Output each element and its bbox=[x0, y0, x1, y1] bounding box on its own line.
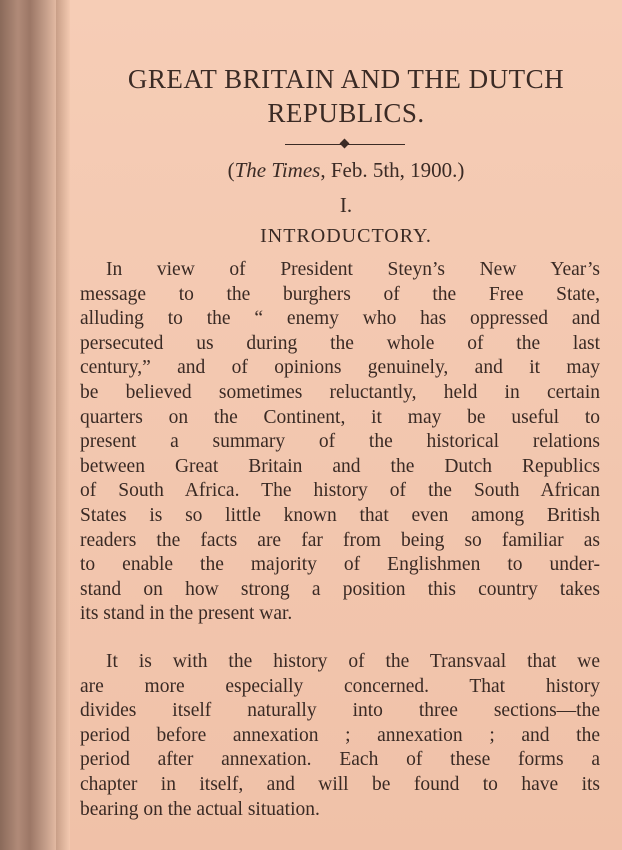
rule-diamond-ornament bbox=[340, 139, 350, 149]
book-spine bbox=[0, 0, 56, 850]
source-citation bbox=[70, 158, 622, 183]
text-line: readers the facts are far from being so familiar as bbox=[80, 529, 600, 551]
article-title bbox=[70, 62, 622, 130]
paragraph-1 bbox=[80, 258, 600, 627]
source-open-paren: ( bbox=[227, 158, 235, 182]
title-line-2: REPUBLICS. bbox=[267, 98, 425, 128]
text-line: message to the burghers of the Free State, bbox=[80, 283, 600, 305]
text-line: its stand in the present war. bbox=[80, 603, 293, 625]
title-line-1: GREAT BRITAIN AND THE DUTCH bbox=[127, 64, 565, 94]
text-line: It is with the history of the Transvaal that we bbox=[106, 651, 600, 672]
text-line: present a summary of the historical relations bbox=[80, 431, 600, 453]
source-date: , Feb. 5th, 1900.) bbox=[320, 158, 465, 182]
text-line: stand on how strong a position this country takes bbox=[80, 578, 600, 600]
text-line: alluding to the “ enemy who has oppressed and bbox=[80, 308, 600, 330]
text-line: quarters on the Continent, it may be useful to bbox=[80, 406, 600, 428]
text-line: of South Africa. The history of the South African bbox=[80, 480, 600, 502]
paragraph-2 bbox=[80, 650, 600, 822]
section-title: INTRODUCTORY. bbox=[260, 225, 432, 247]
text-line: persecuted us during the whole of the last bbox=[80, 332, 600, 354]
text-line: In view of President Steyn’s New Year’s bbox=[106, 259, 600, 280]
text-line: be believed sometimes reluctantly, held in certain bbox=[80, 381, 600, 403]
text-line: chapter in itself, and will be found to have its bbox=[80, 773, 600, 795]
text-line: between Great Britain and the Dutch Republics bbox=[80, 455, 600, 477]
text-line: bearing on the actual situation. bbox=[80, 798, 320, 820]
text-line: divides itself naturally into three sections—the bbox=[80, 700, 600, 722]
text-line: period before annexation ; annexation ; and the bbox=[80, 724, 600, 746]
source-publication: The Times bbox=[234, 158, 321, 182]
page bbox=[70, 0, 622, 850]
text-line: century,” and of opinions genuinely, and it may bbox=[80, 357, 600, 379]
text-line: to enable the majority of Englishmen to under- bbox=[80, 554, 600, 576]
gutter-shadow bbox=[56, 0, 70, 850]
text-line: period after annexation. Each of these forms a bbox=[80, 749, 600, 771]
section-number: I. bbox=[339, 193, 353, 217]
text-line: are more especially concerned. That history bbox=[80, 675, 600, 697]
text-line: States is so little known that even among British bbox=[80, 504, 600, 526]
